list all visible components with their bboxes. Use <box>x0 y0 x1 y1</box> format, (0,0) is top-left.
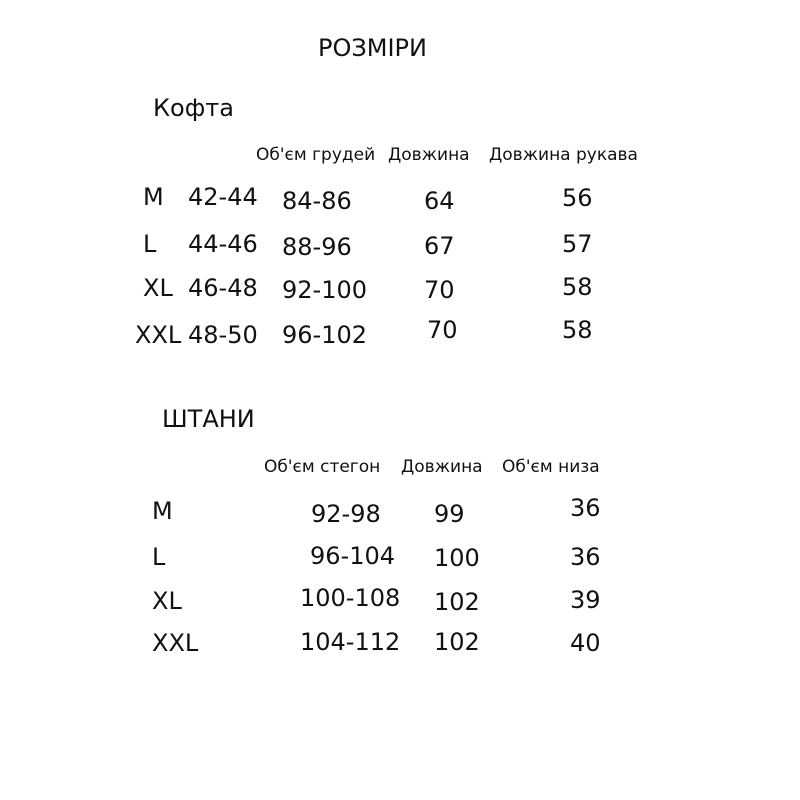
pants-hips-m: 92-98 <box>311 500 381 528</box>
pants-length-l: 100 <box>434 544 480 572</box>
jacket-header-length: Довжина <box>388 145 470 165</box>
pants-size-xl: XL <box>152 587 182 615</box>
jacket-sleeve-xl: 58 <box>562 273 593 301</box>
jacket-header-chest: Об'єм грудей <box>256 145 376 165</box>
jacket-ua-size-l: 44-46 <box>188 230 258 258</box>
pants-header-length: Довжина <box>401 457 483 477</box>
pants-hips-xxl: 104-112 <box>300 628 401 656</box>
jacket-ua-size-xxl: 48-50 <box>188 321 258 349</box>
pants-length-xxl: 102 <box>434 628 480 656</box>
jacket-sleeve-m: 56 <box>562 184 593 212</box>
jacket-sleeve-l: 57 <box>562 230 593 258</box>
jacket-size-xl: XL <box>143 274 173 302</box>
jacket-size-m: M <box>143 183 164 211</box>
jacket-chest-xl: 92-100 <box>282 276 368 304</box>
jacket-heading: Кофта <box>153 94 234 122</box>
jacket-ua-size-m: 42-44 <box>188 183 258 211</box>
jacket-length-m: 64 <box>424 187 455 215</box>
pants-size-xxl: XXL <box>152 629 199 657</box>
jacket-chest-l: 88-96 <box>282 233 352 261</box>
pants-length-xl: 102 <box>434 588 480 616</box>
jacket-ua-size-xl: 46-48 <box>188 274 258 302</box>
jacket-chest-xxl: 96-102 <box>282 321 368 349</box>
jacket-chest-m: 84-86 <box>282 187 352 215</box>
pants-hips-l: 96-104 <box>310 542 396 570</box>
pants-size-m: M <box>152 497 173 525</box>
pants-size-l: L <box>152 543 166 571</box>
page-title: РОЗМІРИ <box>318 34 427 62</box>
jacket-header-sleeve: Довжина рукава <box>489 145 638 165</box>
pants-bottom-xxl: 40 <box>570 629 601 657</box>
pants-header-bottom: Об'єм низа <box>502 457 600 477</box>
jacket-length-xl: 70 <box>424 276 455 304</box>
pants-bottom-l: 36 <box>570 543 601 571</box>
jacket-size-xxl: XXL <box>135 321 182 349</box>
jacket-length-l: 67 <box>424 232 455 260</box>
pants-header-hips: Об'єм стегон <box>264 457 381 477</box>
jacket-length-xxl: 70 <box>427 316 458 344</box>
pants-heading: ШТАНИ <box>162 405 255 433</box>
pants-hips-xl: 100-108 <box>300 584 401 612</box>
pants-bottom-xl: 39 <box>570 586 601 614</box>
jacket-size-l: L <box>143 230 157 258</box>
pants-length-m: 99 <box>434 500 465 528</box>
jacket-sleeve-xxl: 58 <box>562 316 593 344</box>
pants-bottom-m: 36 <box>570 494 601 522</box>
